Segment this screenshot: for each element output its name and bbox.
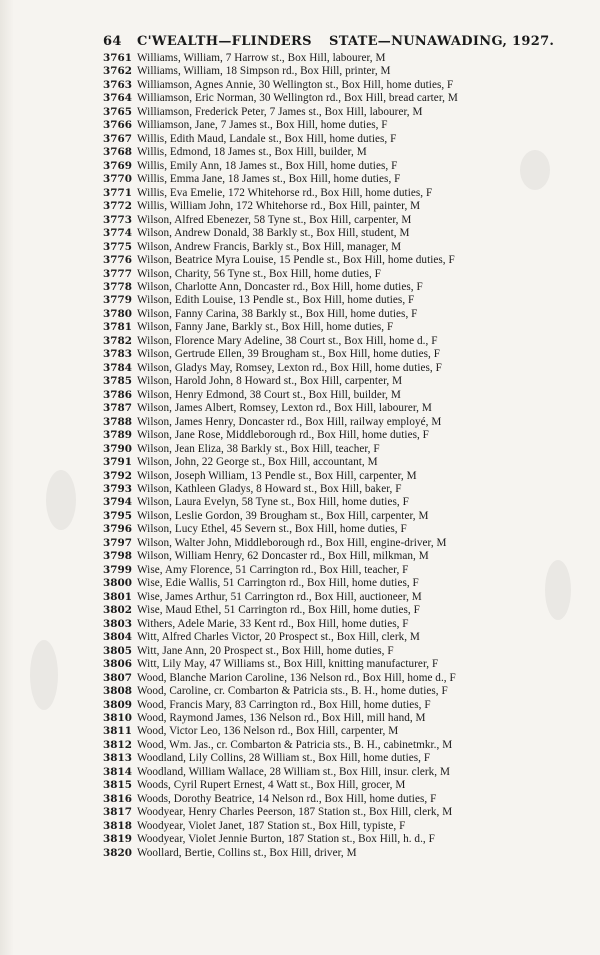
list-item (103, 550, 591, 563)
list-item (103, 443, 591, 456)
list-item (103, 591, 591, 604)
entry-number: 3778 (103, 280, 132, 293)
list-item (103, 523, 591, 536)
list-item (103, 645, 591, 658)
list-item (103, 483, 591, 496)
list-item (103, 133, 591, 146)
entry-number: 3793 (103, 483, 132, 495)
list-item (103, 833, 591, 846)
entry-text: Woodyear, Henry Charles Peerson, 187 Station st., Box Hill, clerk, M (137, 806, 453, 819)
scan-margin (0, 0, 14, 955)
entry-number: 3807 (103, 671, 132, 684)
list-item (103, 739, 591, 752)
entry-number: 3819 (103, 833, 132, 846)
entry-number: 3813 (103, 752, 132, 765)
entry-number: 3808 (103, 685, 132, 698)
list-item (103, 119, 591, 132)
entry-text: Wilson, Florence Mary Adeline, 38 Court st., Box Hill, home d., F (137, 334, 438, 347)
entry-text: Wilson, Charlotte Ann, Doncaster rd., Box Hill, home duties, F (137, 280, 423, 293)
list-item (103, 631, 591, 644)
list-item (103, 106, 591, 119)
entry-text: Woodland, Lily Collins, 28 William st., Box Hill, home duties, F (137, 752, 431, 765)
list-item (103, 375, 591, 388)
entry-text: Witt, Lily May, 47 Williams st., Box Hill, knitting manufacturer, F (137, 658, 439, 671)
entry-text: Wilson, James Henry, Doncaster rd., Box Hill, railway employé, M (137, 415, 442, 428)
list-item (103, 699, 591, 712)
entry-text: Woods, Cyril Rupert Ernest, 4 Watt st., Box Hill, grocer, M (137, 779, 406, 792)
entry-text: Wise, Amy Florence, 51 Carrington rd., Box Hill, teacher, F (137, 563, 409, 576)
list-item (103, 92, 591, 105)
entry-text: Wilson, Harold John, 8 Howard st., Box Hill, carpenter, M (137, 375, 403, 388)
entry-text: Wise, James Arthur, 51 Carrington rd., Box Hill, auctioneer, M (137, 590, 422, 603)
entry-number: 3772 (103, 200, 132, 213)
entry-text: Woods, Dorothy Beatrice, 14 Nelson rd., Box Hill, home duties, F (137, 792, 437, 805)
entry-text: Woodyear, Violet Jennie Burton, 187 Station st., Box Hill, h. d., F (137, 833, 435, 846)
entry-number: 3810 (103, 711, 132, 724)
entry-text: Woollard, Bertie, Collins st., Box Hill, driver, M (137, 846, 357, 859)
entry-number: 3764 (103, 92, 132, 105)
entry-text: Willis, William John, 172 Whitehorse rd., Box Hill, painter, M (137, 200, 421, 213)
list-item (103, 712, 591, 725)
entry-text: Withers, Adele Marie, 33 Kent rd., Box Hill, home duties, F (137, 617, 409, 630)
entry-number: 3767 (103, 132, 132, 145)
list-item (103, 577, 591, 590)
entry-text: Wilson, Andrew Donald, 38 Barkly st., Box Hill, student, M (137, 227, 410, 240)
entry-text: Wilson, James Albert, Romsey, Lexton rd., Box Hill, labourer, M (137, 402, 432, 415)
entry-text: Willis, Emma Jane, 18 James st., Box Hill, home duties, F (137, 173, 401, 186)
scan-smudge (30, 640, 58, 710)
list-item (103, 214, 591, 227)
list-item (103, 604, 591, 617)
entry-number: 3786 (103, 388, 132, 401)
entry-number: 3799 (103, 563, 132, 576)
list-item (103, 389, 591, 402)
entry-text: Wilson, Fanny Jane, Barkly st., Box Hill, home duties, F (137, 321, 394, 334)
page-number: 64 (103, 33, 122, 49)
entry-number: 3783 (103, 348, 132, 361)
list-item (103, 187, 591, 200)
entry-number: 3814 (103, 765, 132, 778)
list-item (103, 268, 591, 281)
list-item (103, 160, 591, 173)
entry-text: Wilson, Andrew Francis, Barkly st., Box Hill, manager, M (137, 240, 402, 253)
list-item (103, 537, 591, 550)
list-item (103, 227, 591, 240)
list-item (103, 146, 591, 159)
entry-text: Willis, Edmond, 18 James st., Box Hill, builder, M (137, 146, 367, 159)
list-item (103, 65, 591, 78)
entry-text: Wilson, Edith Louise, 13 Pendle st., Box Hill, home duties, F (137, 294, 415, 307)
entry-number: 3776 (103, 254, 132, 267)
entry-number: 3774 (103, 227, 132, 240)
entry-text: Wise, Maud Ethel, 51 Carrington rd., Box Hill, home duties, F (137, 604, 420, 617)
list-item (103, 847, 591, 860)
entry-text: Wood, Victor Leo, 136 Nelson rd., Box Hill, carpenter, M (137, 725, 399, 738)
entry-number: 3796 (103, 523, 132, 536)
entry-text: Woodyear, Violet Janet, 187 Station st., Box Hill, typiste, F (137, 819, 406, 832)
entry-number: 3805 (103, 644, 132, 657)
header-right-title: STATE—NUNAWADING, 1927. (329, 33, 555, 49)
entry-number: 3812 (103, 738, 132, 751)
entry-text: Wilson, Henry Edmond, 38 Court st., Box Hill, builder, M (137, 388, 401, 401)
entry-number: 3790 (103, 442, 132, 455)
list-item (103, 362, 591, 375)
entry-number: 3806 (103, 658, 132, 671)
entry-text: Williams, William, 7 Harrow st., Box Hill, labourer, M (137, 52, 386, 64)
list-item (103, 200, 591, 213)
list-item (103, 52, 591, 65)
list-item (103, 658, 591, 671)
list-item (103, 241, 591, 254)
list-item (103, 793, 591, 806)
entry-text: Wilson, Fanny Carina, 38 Barkly st., Box Hill, home duties, F (137, 307, 418, 320)
entry-number: 3789 (103, 429, 132, 442)
entry-number: 3792 (103, 469, 132, 482)
entry-number: 3779 (103, 294, 132, 307)
entry-text: Witt, Jane Ann, 20 Prospect st., Box Hill, home duties, F (137, 644, 394, 657)
entry-number: 3809 (103, 698, 132, 711)
entry-number: 3761 (103, 52, 132, 64)
entry-number: 3797 (103, 536, 132, 549)
entry-number: 3798 (103, 550, 132, 563)
list-item (103, 564, 591, 577)
entry-number: 3780 (103, 307, 132, 320)
list-item (103, 779, 591, 792)
list-item (103, 294, 591, 307)
entry-text: Wilson, Charity, 56 Tyne st., Box Hill, home duties, F (137, 267, 381, 280)
entry-number: 3788 (103, 415, 132, 428)
entry-text: Wilson, Gladys May, Romsey, Lexton rd., Box Hill, home duties, F (137, 361, 442, 374)
entry-list (103, 52, 591, 860)
list-item (103, 766, 591, 779)
entry-text: Wilson, John, 22 George st., Box Hill, accountant, M (137, 456, 378, 469)
list-item (103, 752, 591, 765)
entry-text: Williamson, Agnes Annie, 30 Wellington st., Box Hill, home duties, F (137, 78, 454, 91)
entry-text: Wilson, Lucy Ethel, 45 Severn st., Box Hill, home duties, F (137, 523, 407, 536)
entry-number: 3777 (103, 267, 132, 280)
entry-text: Wilson, Laura Evelyn, 58 Tyne st., Box Hill, home duties, F (137, 496, 409, 509)
entry-number: 3763 (103, 78, 132, 91)
entry-text: Wilson, Kathleen Gladys, 8 Howard st., Box Hill, baker, F (137, 483, 402, 495)
list-item (103, 321, 591, 334)
list-item (103, 470, 591, 483)
entry-text: Wood, Blanche Marion Caroline, 136 Nelson rd., Box Hill, home d., F (137, 671, 456, 684)
entry-number: 3803 (103, 617, 132, 630)
entry-text: Wood, Raymond James, 136 Nelson rd., Box Hill, mill hand, M (137, 711, 426, 724)
entry-text: Wood, Wm. Jas., cr. Combarton & Patricia sts., B. H., cabinetmkr., M (137, 738, 453, 751)
entry-text: Wilson, Joseph William, 13 Pendle st., Box Hill, carpenter, M (137, 469, 417, 482)
list-item (103, 173, 591, 186)
entry-text: Williamson, Jane, 7 James st., Box Hill, home duties, F (137, 119, 388, 132)
entry-text: Wilson, Beatrice Myra Louise, 15 Pendle st., Box Hill, home duties, F (137, 254, 455, 267)
entry-number: 3787 (103, 402, 132, 415)
entry-number: 3811 (103, 725, 132, 738)
entry-number: 3795 (103, 509, 132, 522)
list-item (103, 254, 591, 267)
entry-text: Wood, Caroline, cr. Combarton & Patricia sts., B. H., home duties, F (137, 685, 448, 698)
entry-number: 3781 (103, 321, 132, 334)
list-item (103, 618, 591, 631)
entry-text: Willis, Emily Ann, 18 James st., Box Hill, home duties, F (137, 159, 398, 172)
entry-number: 3800 (103, 577, 132, 590)
entry-text: Willis, Edith Maud, Landale st., Box Hill, home duties, F (137, 132, 397, 145)
list-item (103, 416, 591, 429)
list-item (103, 348, 591, 361)
list-item (103, 510, 591, 523)
entry-number: 3816 (103, 792, 132, 805)
entry-text: Wilson, Jean Eliza, 38 Barkly st., Box Hill, teacher, F (137, 442, 380, 455)
entry-text: Wood, Francis Mary, 83 Carrington rd., Box Hill, home duties, F (137, 698, 431, 711)
entry-number: 3771 (103, 186, 132, 199)
page-header (103, 31, 573, 51)
scan-smudge (46, 470, 76, 530)
entry-number: 3802 (103, 604, 132, 617)
list-item (103, 672, 591, 685)
entry-number: 3801 (103, 590, 132, 603)
entry-text: Wilson, Jane Rose, Middleborough rd., Box Hill, home duties, F (137, 429, 429, 442)
entry-number: 3773 (103, 213, 132, 226)
entry-text: Witt, Alfred Charles Victor, 20 Prospect st., Box Hill, clerk, M (137, 631, 420, 644)
entry-number: 3765 (103, 105, 132, 118)
entry-number: 3820 (103, 846, 132, 859)
entry-text: Willis, Eva Emelie, 172 Whitehorse rd., Box Hill, home duties, F (137, 186, 433, 199)
list-item (103, 308, 591, 321)
list-item (103, 456, 591, 469)
entry-text: Wilson, Gertrude Ellen, 39 Brougham st., Box Hill, home duties, F (137, 348, 440, 361)
entry-text: Wise, Edie Wallis, 51 Carrington rd., Box Hill, home duties, F (137, 577, 419, 590)
entry-number: 3775 (103, 240, 132, 253)
entry-number: 3818 (103, 819, 132, 832)
entry-text: Wilson, Alfred Ebenezer, 58 Tyne st., Box Hill, carpenter, M (137, 213, 412, 226)
header-left-title: C'WEALTH—FLINDERS (137, 33, 312, 49)
list-item (103, 820, 591, 833)
entry-text: Williamson, Frederick Peter, 7 James st., Box Hill, labourer, M (137, 105, 423, 118)
entry-number: 3766 (103, 119, 132, 132)
entry-number: 3784 (103, 361, 132, 374)
list-item (103, 496, 591, 509)
entry-number: 3769 (103, 159, 132, 172)
entry-number: 3762 (103, 65, 132, 78)
entry-number: 3782 (103, 334, 132, 347)
entry-text: Wilson, Leslie Gordon, 39 Brougham st., Box Hill, carpenter, M (137, 509, 429, 522)
entry-text: Woodland, William Wallace, 28 William st., Box Hill, insur. clerk, M (137, 765, 450, 778)
entry-text: Wilson, Walter John, Middleborough rd., Box Hill, engine-driver, M (137, 536, 447, 549)
list-item (103, 429, 591, 442)
list-item (103, 725, 591, 738)
entry-text: Williams, William, 18 Simpson rd., Box Hill, printer, M (137, 65, 391, 78)
list-item (103, 335, 591, 348)
entry-number: 3791 (103, 456, 132, 469)
entry-number: 3770 (103, 173, 132, 186)
entry-text: Williamson, Eric Norman, 30 Wellington rd., Box Hill, bread carter, M (137, 92, 458, 105)
entry-number: 3815 (103, 779, 132, 792)
entry-number: 3768 (103, 146, 132, 159)
list-item (103, 806, 591, 819)
list-item (103, 402, 591, 415)
entry-number: 3817 (103, 806, 132, 819)
entry-number: 3804 (103, 631, 132, 644)
list-item (103, 79, 591, 92)
entry-number: 3785 (103, 375, 132, 388)
entry-text: Wilson, William Henry, 62 Doncaster rd., Box Hill, milkman, M (137, 550, 429, 563)
entry-number: 3794 (103, 496, 132, 509)
list-item (103, 685, 591, 698)
list-item (103, 281, 591, 294)
